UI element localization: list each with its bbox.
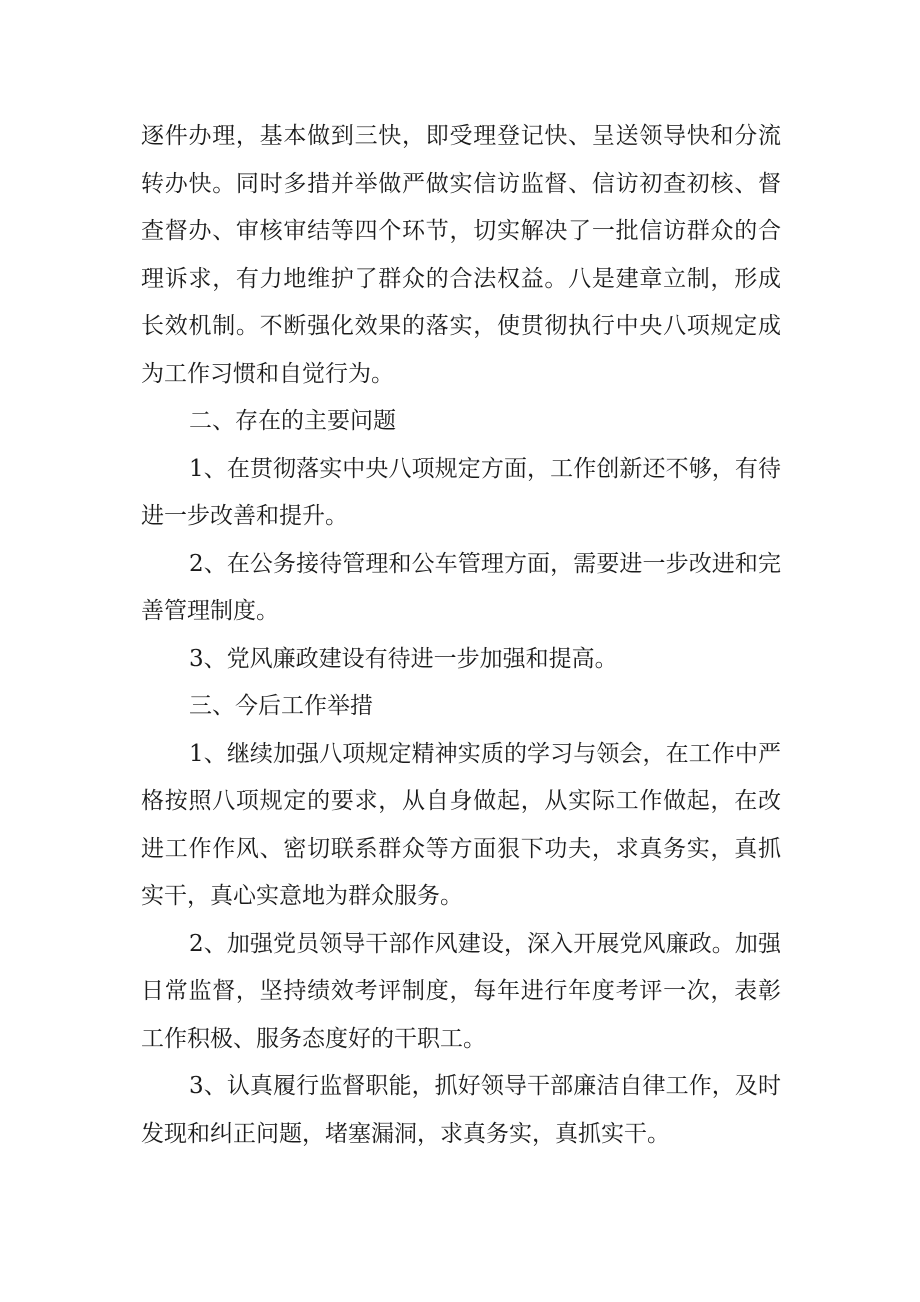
problem-item-2: 2、在公务接待管理和公车管理方面，需要进一步改进和完善管理制度。 bbox=[141, 550, 781, 624]
measure-item-2: 2、加强党员领导干部作风建设，深入开展党风廉政。加强日常监督，坚持绩效考评制度，每年进行年度考评一次，表彰工作积极、服务态度好的干职工。 bbox=[141, 930, 781, 1052]
measure-item-3: 3、认真履行监督职能，抓好领导干部廉洁自律工作，及时发现和纠正问题，堵塞漏洞，求真务实，真抓实干。 bbox=[141, 1073, 781, 1147]
measure-item-1: 1、继续加强八项规定精神实质的学习与领会，在工作中严格按照八项规定的要求，从自身做起，从实际工作做起，在改进工作作风、密切联系群众等方面狠下功夫，求真务实，真抓实干，真心实意地为群众服务。 bbox=[141, 740, 781, 909]
section-heading-problems: 二、存在的主要问题 bbox=[189, 408, 396, 434]
problem-item-1: 1、在贯彻落实中央八项规定方面，工作创新还不够，有待进一步改善和提升。 bbox=[141, 455, 781, 529]
paragraph-continuation: 逐件办理，基本做到三快，即受理登记快、呈送领导快和分流转办快。同时多措并举做严做实信访监督、信访初查初核、督查督办、审核审结等四个环节，切实解决了一批信访群众的合理诉求，有力地维护了群众的合法权益。八是建章立制，形成长效机制。不断强化效果的落实，使贯彻执行中央八项规定成为工作习惯和自觉行为。 bbox=[141, 123, 781, 387]
problem-item-3: 3、党风廉政建设有待进一步加强和提高。 bbox=[189, 645, 618, 672]
section-heading-measures: 三、今后工作举措 bbox=[189, 693, 373, 719]
document-body bbox=[141, 113, 781, 1158]
